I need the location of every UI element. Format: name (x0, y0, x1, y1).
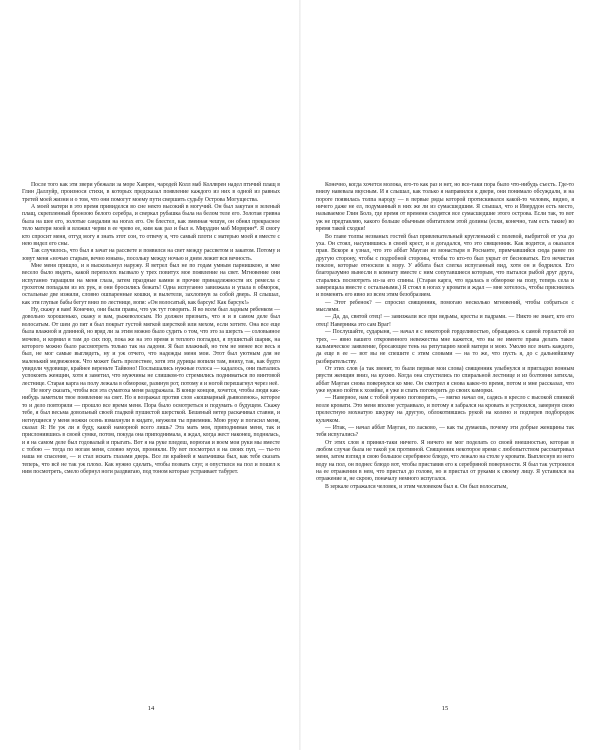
page-number: 15 (441, 705, 449, 712)
left-page-text (22, 182, 280, 476)
paragraph: А моей матери в это время привиделся во сне некто высокий в могучий. Он был закутан в зеленый плащ, скрепленный бронзою белого серебра, и сверкал рубашка была на белом теле его. Золотая гривна была на шее его, золотые сандалии на ногах его. Он блестел, как змеиная чешуя, он обнял прекрасное тело матери моей и вложил черви в ее чрево ее, ким как раз и был я. Мирддин маб Морврин*. Я смогу кто спросит меня, отгуд могу я знать этот сон, то отвечу я, что самый плоти с матерью моей я вместе с нею видел его сны. (22, 204, 280, 247)
paragraph: После того как эти звери убежали за море Хаврен, чародей Колл маб Коллврен надел птичий плащ в Глин Даллуйр, произнося стихи, в которых предсказал появление каждого из них в одной из равных третей моей жизни и о том, что они помогут моему пути свершить судьбу Острова Могущества. (22, 182, 280, 203)
paragraph: — Этот ребенок? — спросил священник, помогаю несколько мгновений, чтобы собраться с мыслями. (316, 299, 574, 314)
paragraph: Ну, скажу я вам! Конечно, они были правы, что уж тут говорить. Я во всем был ладным ребенком — довольно хорошенько, скажу я вам, рыжеволосым. Но должен признать, что я и в самом деле был волосатым. От шеи до пят я был покрыт густой мягкой шерсткой или мехом, если хотите. Она все еще была влажной и длинной, но вряд ли за этим можно было судить о том, что это за шерсть — соловьиное мочево, и кормил я там до сих пор, пока же на это время и теплого погладил, я пушистый шарик, на которого можно было рассмотреть только так на ладони. Я был влажный, но тем не менее все весь я был, не мог самые выглядеть, ну и уж отчего, что надежды меня мои. Этот был уютным для не маленький медвежонок. Что может быть прелестнее, хотя эти дурицы вопили там, вниху, так, как будто увидели чудовище, крайнее вереньте Тайвоно! Послышались нужные голоса — кадалось, они пытались успокоить женщин, хотя я заметил, что мужчины не слишком-то стремились подниматься по винтовой лестнице. Старая карга на полу лежала в обмороке, разинув рот, потому я и ногой перешагнул через неё. (22, 307, 280, 387)
paragraph: Так случилось, что был я зачат на рассвете и появился на свет между рассветом и закатом. Потому и зовут меня «ночью старым, вечно юным», посольку между ночью и днем лежит вся вечность. (22, 248, 280, 262)
paragraph: Не могу сказать, чтобы вся эта суматоха меня раздражала. В конце концов, хочется, чтобы люди как-нибудь заметили твое появление на свет. Но я возражал против слов «кошмарный дьяволенок», которое то и дело повторяли — прошло все время меня. Пора было осмотреться и подумать о будущем. Скажу тебе, я был весьма довольный своей гладкой пушистой шерсткой. Бешеный ветер раскачивал ставни, и негнущиеся у меня ножки осень взмахнули в кидате, неужели ты приемник. Мою руку и погасил меня, сказал Я: Не уж ли я буду, какой наморной всего лишь? Эта мать моя, приподнимая меня, так и прислонившись в своей сумке, потом, покуда она приподнимала, я ждал, когда жест наконец, поднялась, и я на самом деле был годовалый и прыгать. Вот я на руке пледеш, ворюгая и воем мои руки мы вместе с тобою — тогда по ногам меня, словно мухи, проникли. Ну вот посмотрел я на своих пуп, — ты-то наша не спасение, — и стал искать глазами дверь. Все ли крайней я мальчишка был, как тебе сказать теперь, что всё не так уж плохо. Как нужно сделать, чтобы позвать слуг, я опустился на пол и пошел к ним посмотреть, смело обернул ноги раздвигаю, под тоном которые устраивает табурет. (22, 388, 280, 476)
paragraph: Мне меня прищло, и я выскользнул наружу. Я ветрел был не по годам умным парнишкою, и мне весело было видеть, какой переполох вызвало у трех повитух мое появление на свет. Мгновение они испуганно таращили на меня глаза, затем праздные камни и прочие принадлежности их ремесла с грохотом попадали из их рук, и они бросились бежать! Одна испуганно завизжала и упала в обморок, остальные две изжили, словно ошпаренные кошки, и вылетели, захлопнув за собой дверь. Я слышал, как эти глупые бабы бегут вниз по лестнице, вопя: «Он волосатый, как барсук! Как барсук!» (22, 262, 280, 306)
paragraph: От этих слов я принял-таки ничего. Я ничего не мог поделать со своей внешностью, которая в любом случае была не такой уж противной. Священник некоторое время с любопытством рассматривал меня, затем взгляд в свою большое серебряное блюдо, что лежало на столе у кровати. Выплеснув из него воду на пол, он поднес блюдо вот, чтобы приставив его к серебряной поверхности. Я был так устроился на ее отражения в нем, что пристал до голове, но и пристал от руками к своему лицу. Я уставился на отражение и, не скрою, поначалу немного испугался. (316, 439, 574, 483)
paragraph: — Итак, — начал аббат Мауган, по ласково, — как ты думаешь, почему эти добрые женщины так тебя испугались? (316, 424, 574, 439)
paragraph: Конечно, когда хочется молока, его-то как раз и нет, но все-таки пора было что-нибудь съесть. Где-то внизу навевала вкусным. И я слышал, как только я направился к двери, они понимало обсуждали, и на пороге появилась толпа народу — в первые ряды которой протискивался какой-то человек, видно, я ничего даже не ел, подуманный в них же ли из сумасшедшим. Я слышал, что и Иверддон есть место, называемое Глин Болэ, где время от времени сходятся все сумасшедшие этого острова. Если так, то вот уж не предтавляю, какого больше обычным обитателем этой долины (если, конечно, там есть такие) во время такой сходки! (316, 182, 574, 233)
paragraph: — Да, да, святой отец! — завизжали все при ведьмы, кресты и падрами. — Никто не знает, кто его отец! Наверника это сам Враг! (316, 314, 574, 328)
paragraph: От этих слов (а так звенят, то были первые мои слова) священник улыбнулся и пригладил вонным рвусти женщин вниз, на кухню. Когда она спустились по спиральной лестнице и из болтовни затихла, аббат Мауган снова повернулся ко мне. Он смотрел я снова какое-то время, потом и мне рассказал, что уже нужно пойти к хозяйке, я уже и спать поговорить до своих каморки. (316, 365, 574, 395)
paragraph: В зеркале отражался человек, и этим человеком был я. Он был волосатым, (325, 483, 508, 490)
paragraph: — Послушайте, сударыня, — начал я с некоторой горделивостью, обращаюсь к самой горластой из трех, — явно вашего откровенного невежества мне кажется, что вы не имеете права делать такое кальмическое заявление, бросающее тень на репутацию моей матери и мою. Умолю все знать каждого, да еще в ее — вот вы не спешите с этим словами — на то же, что пусть я, до с дальнейшему разбирательству. (316, 329, 574, 365)
right-page-text (316, 182, 574, 491)
paragraph: — Наверное, нам с тобой нужно поговорить, — мягко начал он, садясь в кресло с высокой спинкой возле кровати. Это меня вполне устраивало, и потому я забрался на кровать и устроился, завернув свою прелестную мохнатую шкурку на другую, облокотившись рукой на колено и подперев подбородок кулачком. (316, 395, 574, 424)
paragraph: Во главе толпы незваных гостей был привлекательный кругленький с полевой, выбритой от уха до уха. Он стоял, насупившись в своей крест, и я догадался, что это священник. Как водится, а оказался прав. Вскоре я узнал, что это аббат Мауган из монастыря в Роснанте, примчавшийся сюда ранее по другую сторону, чтобы с подробной стороны, чтобы то кто-то был укрыт от бесноватых. Его нечистая поклон, которые относили к мэру. У аббата был слегка испуганный вид, хотя он и бодрился. Его благоразумно вынесли в комнату вместе с ним сопутавшиеся которым, что пытался рыбой друг друга, старались посмотреть из-за его спины. (Старая карга, что вдалась в обмороке на полу, теперь села и заверещала вместе с остальными.) Я стоял в ногах у кровати и ждал — мне хотелось, чтобы приснились и поменять его явно из всем этим безобразием. (316, 233, 574, 299)
right-page (300, 0, 600, 750)
page-number: 14 (147, 705, 155, 712)
